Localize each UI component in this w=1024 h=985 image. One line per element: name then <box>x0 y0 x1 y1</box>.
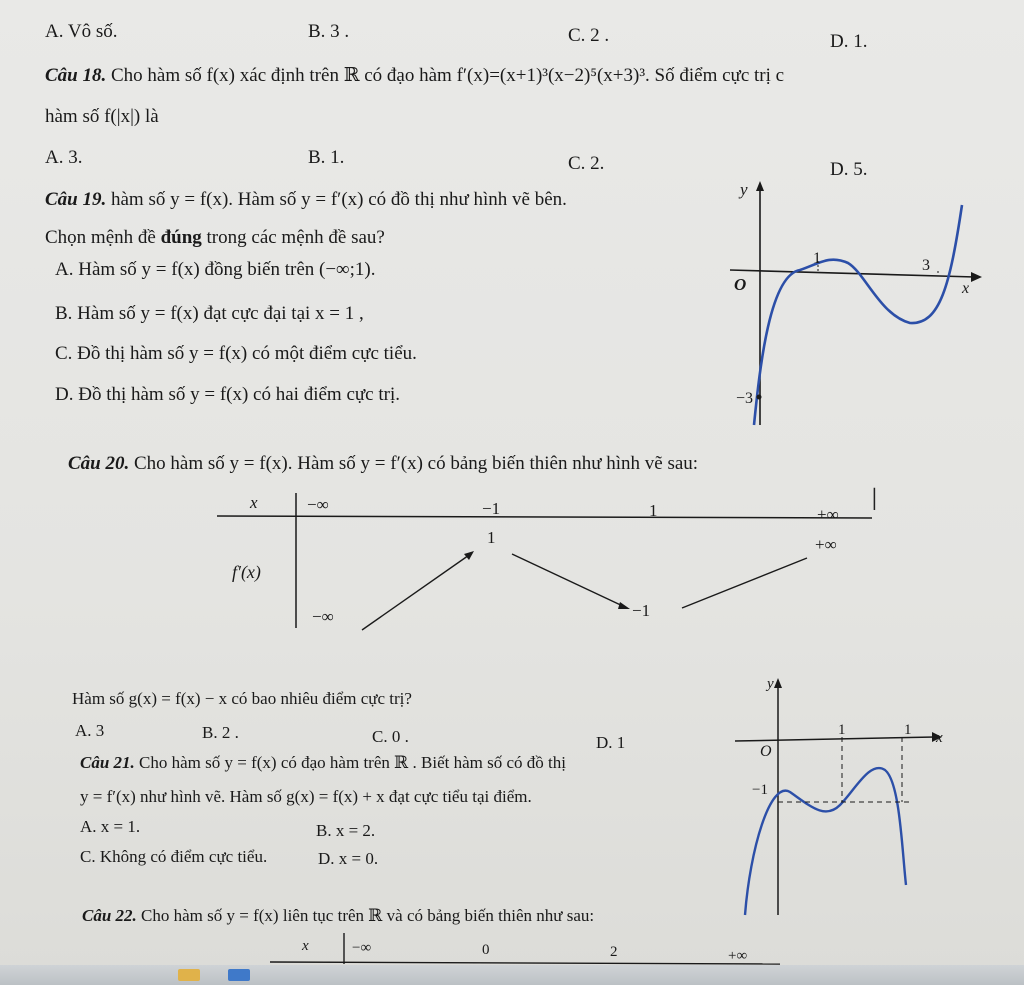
q20-arrowhead-1 <box>464 551 474 560</box>
text-cursor-icon: I <box>870 483 879 518</box>
q18-text <box>45 64 784 88</box>
q20-option-b: B. 2 . <box>202 723 239 742</box>
q22-table-hline <box>270 962 780 964</box>
q22-head-neg-inf: −∞ <box>352 940 372 956</box>
q20-text <box>68 452 698 476</box>
q20-val-trough: −1 <box>632 601 651 620</box>
q20-option-d: D. 1 <box>596 733 626 752</box>
q21-line2: y = f′(x) như hình vẽ. Hàm số g(x) = f(x) + x đạt cực tiểu tại điểm. <box>80 787 532 806</box>
q20-table-hline <box>217 516 872 518</box>
q19-option-b: B. Hàm số y = f(x) đạt cực đại tại x = 1 , <box>55 303 364 324</box>
q20-val-peak: 1 <box>487 528 496 547</box>
q20-head-minus1: −1 <box>482 499 501 518</box>
q18-label: Câu 18. <box>45 65 107 86</box>
q22-text <box>82 905 594 927</box>
q19-line1: hàm số y = f(x). Hàm số y = f′(x) có đồ thị như hình vẽ bên. <box>111 189 567 210</box>
q21-y-arrow <box>774 678 782 688</box>
q20-head-neg-inf: −∞ <box>307 495 329 514</box>
q19-label-three: 3 <box>922 257 930 274</box>
q22-head-two: 2 <box>610 944 618 960</box>
q20-question: Hàm số g(x) = f(x) − x có bao nhiêu điểm cực trị? <box>72 689 412 708</box>
q20-val-neg-inf: −∞ <box>312 607 334 626</box>
q19-option-d: D. Đồ thị hàm số y = f(x) có hai điểm cực trị. <box>55 384 400 405</box>
q17-option-a: A. Vô số. <box>45 21 118 42</box>
q21-derivative-graph <box>730 670 960 930</box>
q21-option-c: C. Không có điểm cực tiểu. <box>80 847 268 866</box>
q22-variation-table <box>270 928 790 968</box>
q20-arrow-up-1 <box>362 553 472 630</box>
q20-option-c: C. 0 . <box>372 727 409 746</box>
q21-text <box>80 752 566 774</box>
q21-option-a: A. x = 1. <box>80 817 141 836</box>
q19-curve <box>754 205 962 425</box>
q18-option-d: D. 5. <box>830 159 868 180</box>
q21-line1: Cho hàm số y = f(x) có đạo hàm trên ℝ . Biết hàm số có đồ thị <box>139 753 566 772</box>
q19-label: Câu 19. <box>45 189 107 210</box>
q21-option-d: D. x = 0. <box>318 849 379 868</box>
q22-head-zero: 0 <box>482 942 490 958</box>
q22-head-x: x <box>302 938 309 954</box>
q19-label-one: 1 <box>813 250 821 267</box>
q21-label-x: x <box>936 730 943 746</box>
q19-label-x: x <box>962 280 970 297</box>
q21-label-one-a: 1 <box>838 722 846 738</box>
q20-arrowhead-2 <box>618 602 630 609</box>
q20-label: Câu 20. <box>68 453 130 474</box>
q19-label-y: y <box>740 180 748 199</box>
q21-label: Câu 21. <box>80 753 135 772</box>
q19-label-origin: O <box>734 275 747 294</box>
q20-head-pos-inf: +∞ <box>817 505 839 524</box>
q17-option-c: C. 2 . <box>568 25 610 46</box>
q20-variation-table <box>212 488 892 638</box>
q19-option-c: C. Đồ thị hàm số y = f(x) có một điểm cực tiểu. <box>55 343 417 364</box>
q18-option-b: B. 1. <box>308 147 345 168</box>
q19-x-arrow <box>971 272 982 282</box>
q19-line2: Chọn mệnh đề đúng trong các mệnh đề sau? <box>45 227 385 248</box>
q20-option-a: A. 3 <box>75 721 105 740</box>
q19-derivative-graph <box>700 175 1000 435</box>
q19-label-minus3: −3 <box>736 390 754 407</box>
q18-line2: hàm số f(|x|) là <box>45 106 159 127</box>
q20-arrow-down <box>512 554 627 608</box>
q17-option-b: B. 3 . <box>308 21 350 42</box>
q19-emphasis: đúng <box>160 227 202 248</box>
q20-head-x: x <box>250 493 258 512</box>
q19-y-arrow <box>756 181 764 191</box>
taskbar-app-icon-2[interactable] <box>228 969 250 981</box>
q20-row-fprime: f′(x) <box>232 562 261 582</box>
q21-label-origin: O <box>760 743 772 760</box>
q21-option-b: B. x = 2. <box>316 821 376 840</box>
q18-option-a: A. 3. <box>45 147 83 168</box>
q19-point-minus3 <box>757 395 762 400</box>
taskbar-app-icon-1[interactable] <box>178 969 200 981</box>
q21-label-minus1: −1 <box>752 782 768 798</box>
q20-line1: Cho hàm số y = f(x). Hàm số y = f′(x) có bảng biến thiên như hình vẽ sau: <box>134 453 699 474</box>
q20-head-plus1: 1 <box>649 501 658 520</box>
q21-label-one-b: 1 <box>904 722 912 738</box>
q21-curve <box>745 768 906 915</box>
q22-line1: Cho hàm số y = f(x) liên tục trên ℝ và có bảng biến thiên như sau: <box>141 906 595 925</box>
q19-option-a: A. Hàm số y = f(x) đồng biến trên (−∞;1). <box>55 259 376 280</box>
q22-head-pos-inf: +∞ <box>728 948 748 964</box>
q22-label: Câu 22. <box>82 906 137 925</box>
q18-line1: Cho hàm số f(x) xác định trên ℝ có đạo hàm f′(x)=(x+1)³(x−2)⁵(x+3)³. Số điểm cực trị c <box>111 65 785 86</box>
q19-text <box>45 188 567 212</box>
q17-option-d: D. 1. <box>830 31 868 52</box>
q21-label-y: y <box>767 676 774 692</box>
q18-option-c: C. 2. <box>568 153 605 174</box>
q20-val-pos-inf: +∞ <box>815 535 837 554</box>
taskbar <box>0 965 1024 985</box>
q20-arrow-up-2 <box>682 558 807 608</box>
